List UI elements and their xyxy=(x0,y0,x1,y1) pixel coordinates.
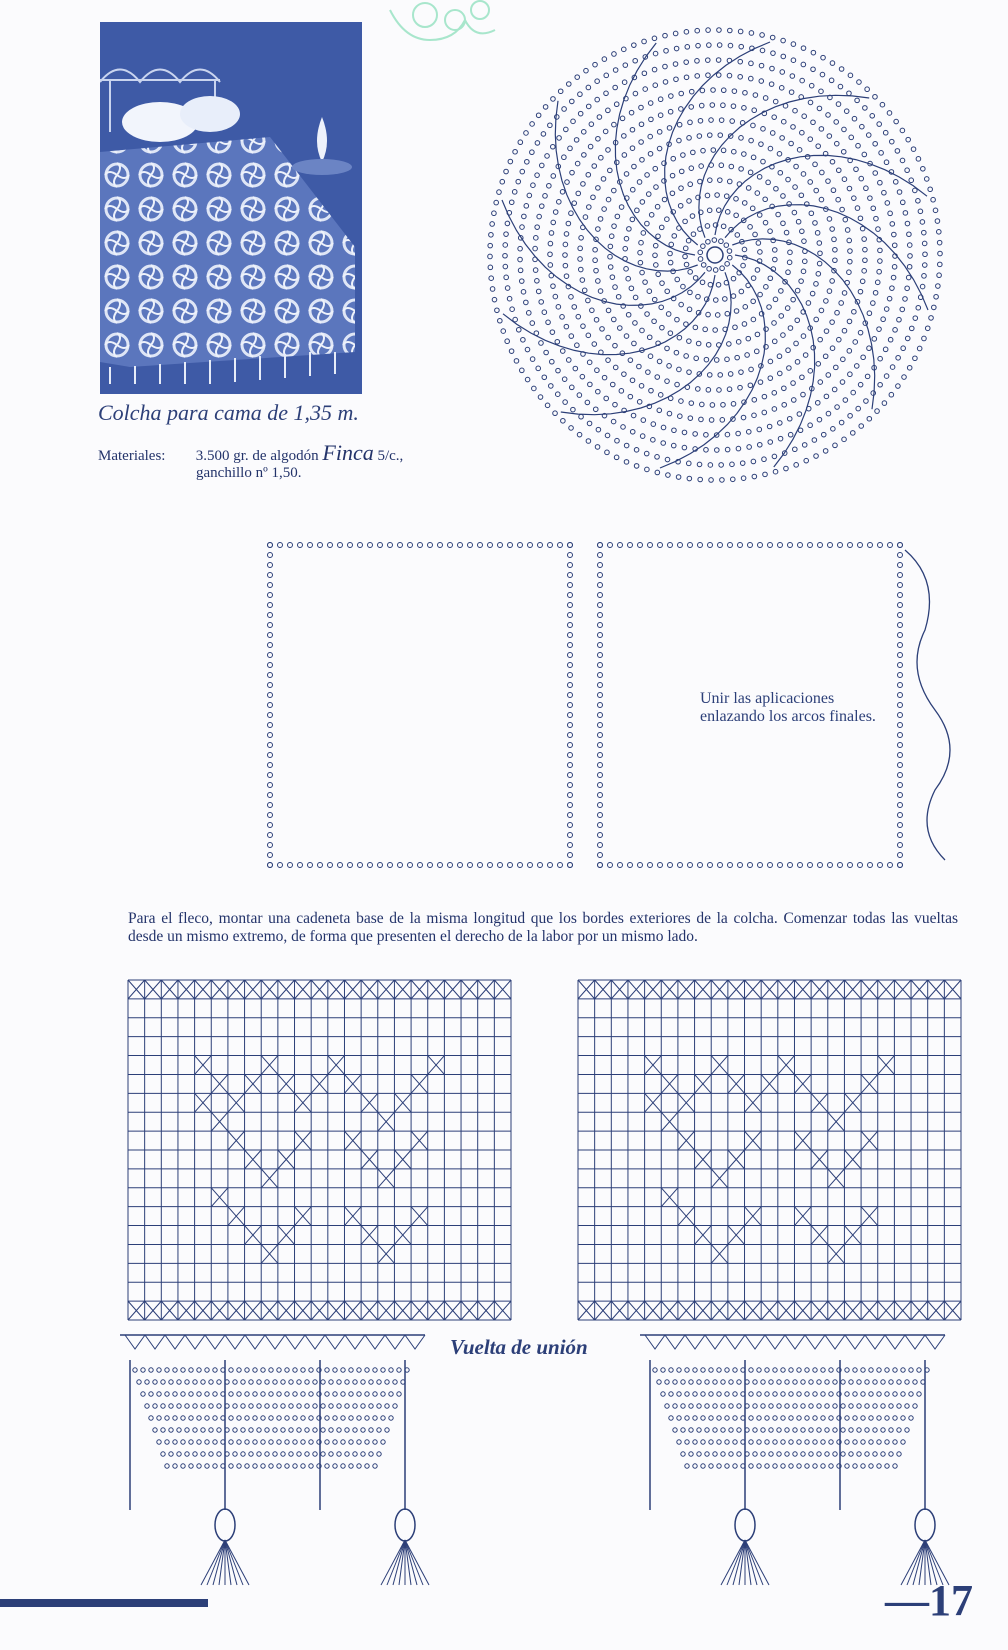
join-note: Unir las aplicaciones enlazando los arcos finales. xyxy=(700,690,876,725)
materials-block xyxy=(98,440,478,482)
circular-crochet-chart xyxy=(480,0,960,500)
page-number: —17 xyxy=(885,1576,973,1625)
fringe-chart-left xyxy=(85,1330,455,1590)
brand-name: Finca xyxy=(322,440,374,465)
filet-grid-chart-right xyxy=(578,980,968,1330)
fringe-instructions: Para el fleco, montar una cadeneta base de la misma longitud que los bordes exteriores de la colcha. Comenzar todas las vueltas desde un mismo extremo, de forma que presenten el derecho de la labor por un mismo lado. xyxy=(128,910,958,945)
materials-line1-post: 5/c., xyxy=(377,448,404,464)
photo-caption: Colcha para cama de 1,35 m. xyxy=(98,400,359,425)
materials-line2: ganchillo nº 1,50. xyxy=(196,465,302,481)
filet-grid-chart-left xyxy=(128,980,518,1330)
bedspread-photo xyxy=(100,22,362,394)
page-footer-bar xyxy=(0,1599,208,1607)
materials-label: Materiales: xyxy=(98,448,166,464)
materials-line1-pre: 3.500 gr. de algodón xyxy=(195,448,319,464)
join-row-label: Vuelta de unión xyxy=(450,1335,588,1359)
fringe-chart-right xyxy=(605,1330,975,1590)
